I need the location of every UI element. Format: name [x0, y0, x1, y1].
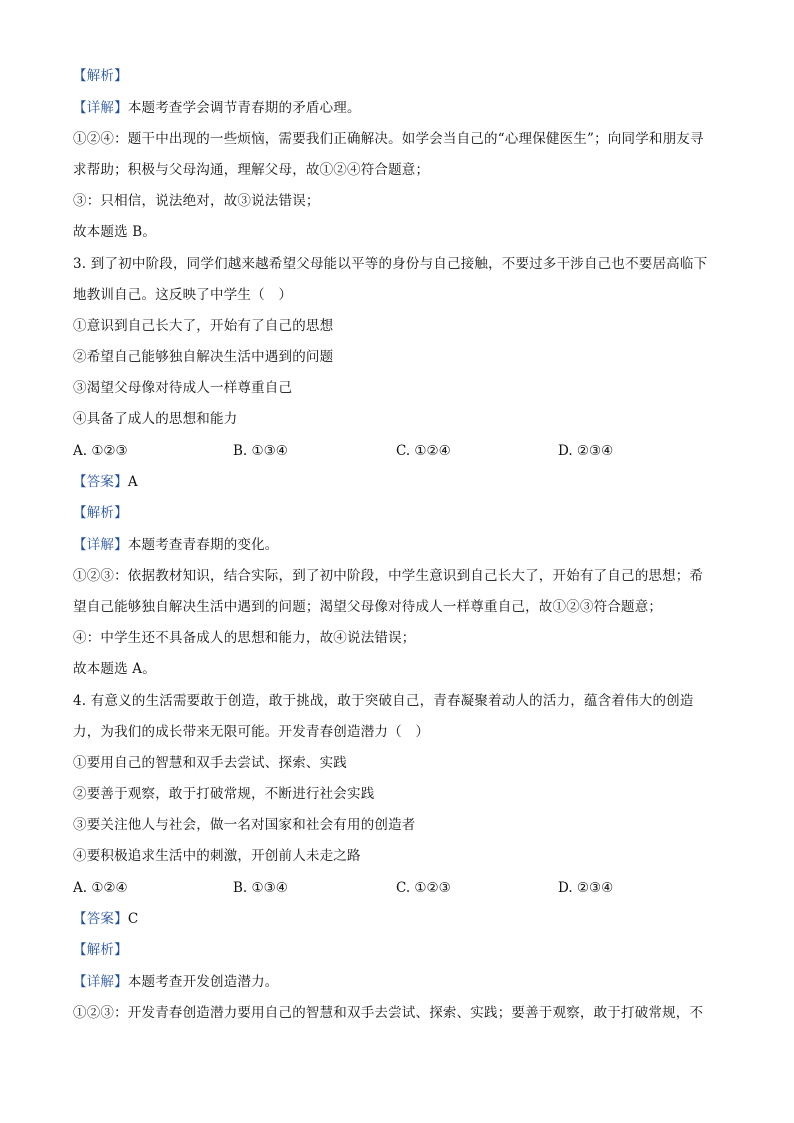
answer-line [73, 472, 138, 492]
choice-d: D. ②③④ [558, 443, 614, 459]
question-3-stem-cont: 地教训自己。这反映了中学生（ ） [73, 287, 293, 303]
choice-a: A. ①②③ [73, 443, 128, 459]
section-tag: 【解析】 [73, 942, 128, 958]
section-tag: 【解析】 [73, 68, 128, 84]
detail-text: 本题考查学会调节青春期的矛盾心理。 [127, 100, 361, 116]
choice-b: B. ①③④ [233, 880, 288, 896]
question-4-option-2: ②要善于观察，敢于打破常规，不断进行社会实践 [73, 786, 375, 802]
analysis-heading [73, 503, 128, 523]
question-3-option-4: ④具备了成人的思想和能力 [73, 411, 238, 427]
question-4-stem-cont: 力，为我们的成长带来无限可能。开发青春创造潜力（ ） [73, 724, 430, 740]
paragraph-line: 故本题选 A。 [73, 661, 156, 677]
choice-d: D. ②③④ [558, 880, 614, 896]
detail-text: 本题考查青春期的变化。 [127, 537, 279, 553]
question-3-stem: 3. 到了初中阶段，同学们越来越希望父母能以平等的身份与自己接触，不要过多干涉自己也不要居高临下 [73, 256, 708, 272]
choice-b: B. ①③④ [233, 443, 288, 459]
question-4-option-1: ①要用自己的智慧和双手去尝试、探索、实践 [73, 755, 347, 771]
question-4-option-4: ④要积极追求生活中的刺激，开创前人未走之路 [73, 848, 361, 864]
paragraph-line: ①②④：题干中出现的一些烦恼，需要我们正确解决。如学会当自己的“心理保健医生”；向同学和朋友寻 [73, 131, 704, 147]
paragraph-line: ①②③：依据教材知识，结合实际，到了初中阶段，中学生意识到自己长大了，开始有了自己的思想；希 [73, 568, 704, 584]
choice-c: C. ①②③ [396, 880, 451, 896]
paragraph-line: ③：只相信，说法绝对，故③说法错误； [73, 193, 320, 209]
answer-value: C [127, 911, 139, 927]
section-tag: 【详解】 [73, 974, 128, 990]
detail-line [73, 535, 279, 555]
question-4-stem: 4. 有意义的生活需要敢于创造，敢于挑战，敢于突破自己，青春凝聚着动人的活力，蕴含着伟大的创造 [73, 693, 694, 709]
answer-line [73, 909, 138, 929]
analysis-heading [73, 66, 128, 86]
section-tag: 【答案】 [73, 911, 128, 927]
section-tag: 【解析】 [73, 505, 128, 521]
choice-c: C. ①②④ [396, 443, 451, 459]
paragraph-line: 求帮助；积极与父母沟通，理解父母，故①②④符合题意； [73, 162, 430, 178]
section-tag: 【答案】 [73, 474, 128, 490]
section-tag: 【详解】 [73, 537, 128, 553]
paragraph-line: ④：中学生还不具备成人的思想和能力，故④说法错误； [73, 630, 416, 646]
detail-line [73, 972, 279, 992]
question-4-option-3: ③要关注他人与社会，做一名对国家和社会有用的创造者 [73, 817, 416, 833]
detail-text: 本题考查开发创造潜力。 [127, 974, 279, 990]
paragraph-line: 故本题选 B。 [73, 224, 157, 240]
question-3-option-2: ②希望自己能够独自解决生活中遇到的问题 [73, 349, 334, 365]
section-tag: 【详解】 [73, 100, 128, 116]
paragraph-line: ①②③：开发青春创造潜力要用自己的智慧和双手去尝试、探索、实践；要善于观察，敢于打破常规，不 [73, 1005, 704, 1021]
detail-line [73, 98, 361, 118]
question-3-option-1: ①意识到自己长大了，开始有了自己的思想 [73, 318, 334, 334]
answer-value: A [127, 474, 138, 490]
analysis-heading [73, 940, 128, 960]
choice-a: A. ①②④ [73, 880, 128, 896]
question-3-option-3: ③渴望父母像对待成人一样尊重自己 [73, 380, 293, 396]
paragraph-line: 望自己能够独自解决生活中遇到的问题；渴望父母像对待成人一样尊重自己，故①②③符合题意； [73, 599, 663, 615]
